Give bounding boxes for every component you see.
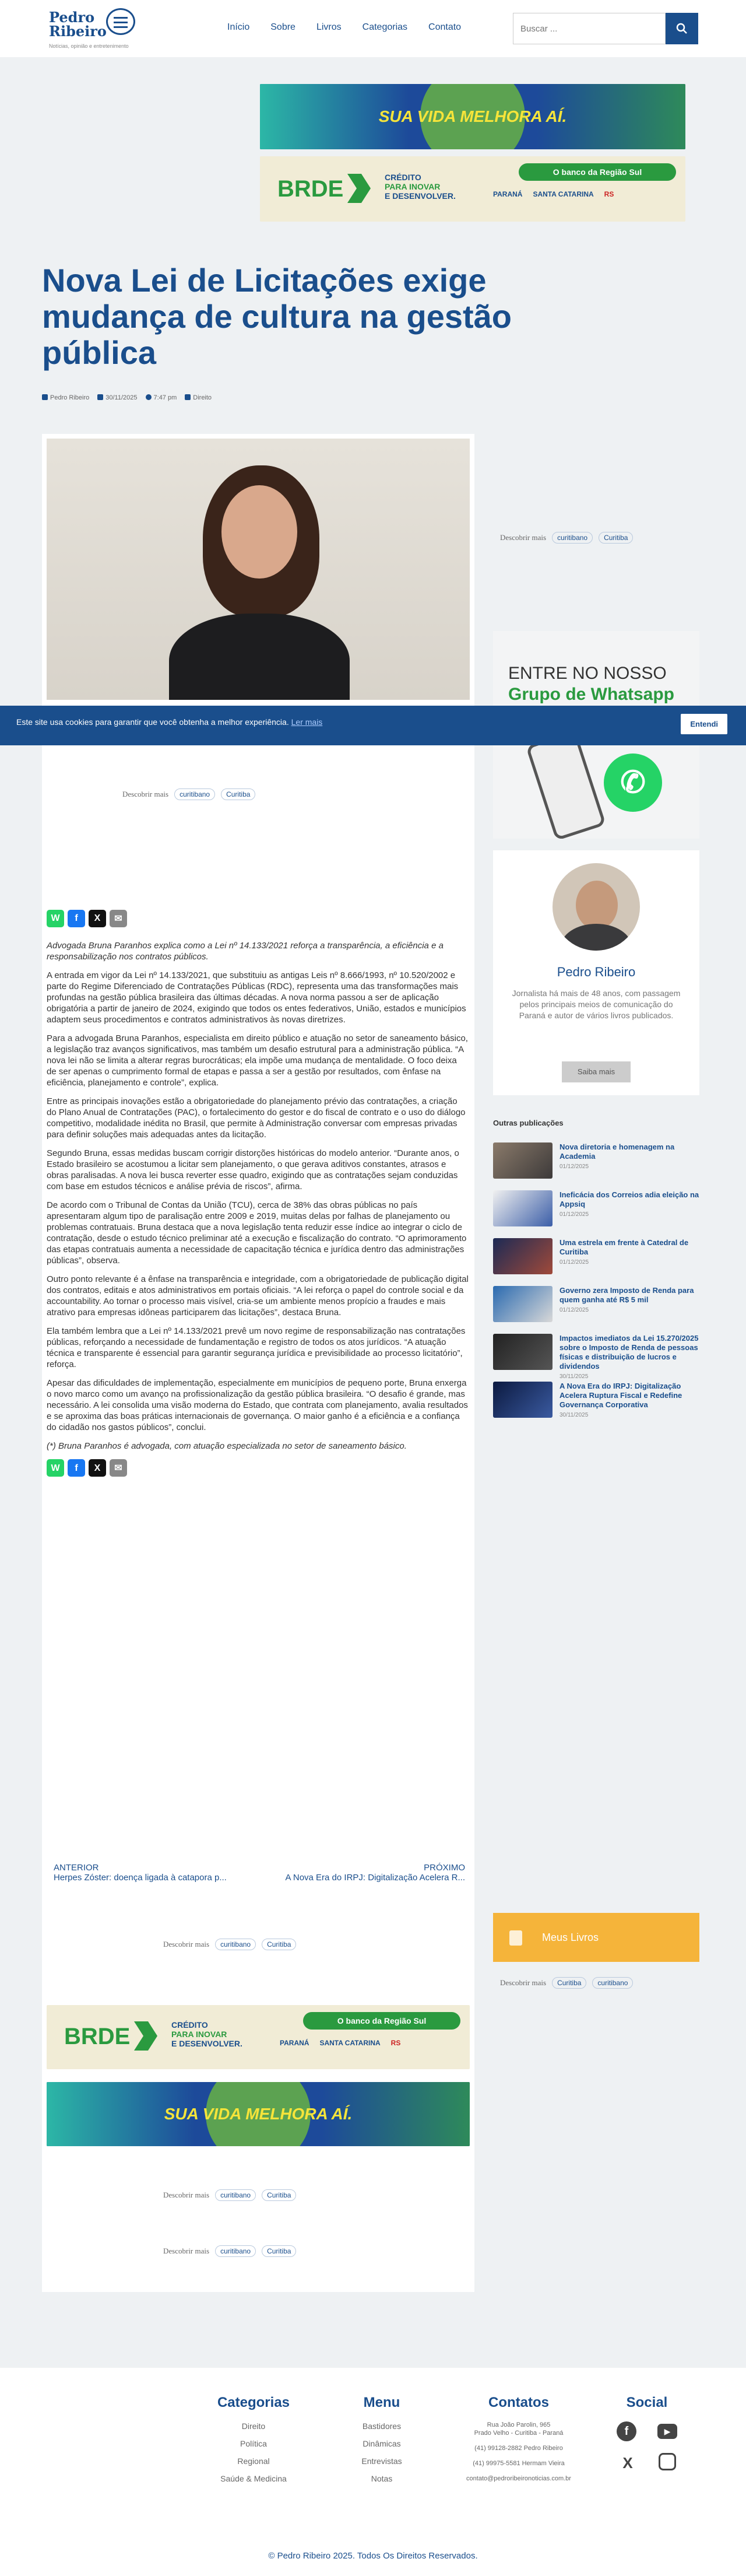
prev-post-link[interactable]: ANTERIOR Herpes Zóster: doença ligada à catapora p... <box>54 1863 227 1883</box>
main-nav <box>227 22 461 33</box>
email-share-icon[interactable]: ✉ <box>110 910 127 927</box>
other-post-item[interactable]: A Nova Era do IRPJ: Digitalização Acelera Ruptura Fiscal e Redefine Governança Corporativa 30/11/2025 <box>493 1382 699 1418</box>
footer-contatos: Contatos Rua João Parolin, 965 Prado Velho - Curitiba - Paraná (41) 99128-2882 Pedro Ribeiro (41) 99975-5581 Hermam Vieira contato@pedroribeironoticias.com.br <box>449 2395 589 2490</box>
whatsapp-share-icon[interactable]: W <box>47 1459 64 1477</box>
post-thumbnail <box>493 1190 553 1226</box>
nav-contato[interactable]: Contato <box>428 22 462 32</box>
calendar-icon <box>97 394 103 400</box>
facebook-icon[interactable]: f <box>617 2421 636 2441</box>
paragraph: Ela também lembra que a Lei nº 14.133/2021 prevê um novo regime de responsabilização nas contratações públicas, reforçando a necessidade de fundamentação e registro de todos os atos jurídicos. “A atuação técnica e transparente é essencial para garantir segurança jurídica e previsibilidade ao processo licitatório”, reforça. <box>47 1326 466 1369</box>
tag-curitibano[interactable]: curitibano <box>552 532 593 544</box>
author-more-button[interactable]: Saiba mais <box>562 1061 631 1082</box>
footer-link[interactable]: Dinâmicas <box>363 2439 401 2448</box>
paragraph: Apesar das dificuldades de implementação, especialmente em municípios de pequeno porte, Bruna enxerga o novo marco como um avanço na profissionalização da gestão pública brasileira. “O desafio é grande, mas necessário. A lei consolida uma visão moderna do Estado, que contrata com planejamento, avalia resultados e se aproxima das boas práticas internacionais de governança. O maior ganho é a eficiência e a confiança do cidadão nos gastos públicos”, conclui. <box>47 1378 468 1432</box>
tag-curitibano[interactable]: curitibano <box>215 2245 256 2257</box>
other-post-item[interactable]: Uma estrela em frente à Catedral de Curitiba 01/12/2025 <box>493 1238 699 1274</box>
discover-more-2: Descobrir mais curitibano Curitiba <box>163 1939 296 1950</box>
post-thumbnail <box>493 1238 553 1274</box>
footer-link[interactable]: Direito <box>241 2421 266 2431</box>
site-footer <box>0 2368 746 2576</box>
category-meta[interactable]: Direito <box>185 394 212 401</box>
other-post-item[interactable]: Ineficácia dos Correios adia eleição na Appsiq 01/12/2025 <box>493 1190 699 1226</box>
paragraph: Segundo Bruna, essas medidas buscam corrigir distorções históricas do modelo anterior. “Durante anos, o Estado brasileiro se acostumou a licitar sem planejamento, o que gerava aditivos constantes, atrasos e obras paralisadas. A nova lei busca reverter esse quadro, exigindo que as contratações sejam conduzidas com base em estudos técnicos e análise prévia de riscos”, afirma. <box>47 1148 459 1191</box>
other-post-item[interactable]: Impactos imediatos da Lei 15.270/2025 sobre o Imposto de Renda de pessoas físicas e distribuição de lucros e dividendos 30/11/2025 <box>493 1334 699 1370</box>
search-input[interactable] <box>513 13 666 44</box>
footer-link[interactable]: Entrevistas <box>361 2456 402 2466</box>
youtube-icon[interactable]: ▶ <box>657 2424 677 2439</box>
search-icon <box>676 23 688 34</box>
cookie-banner: Este site usa cookies para garantir que você obtenha a melhor experiência. Ler mais Entendi <box>0 706 746 745</box>
tag-curitiba[interactable]: Curitiba <box>221 788 255 800</box>
paragraph: A entrada em vigor da Lei nº 14.133/2021, que substituiu as antigas Leis nº 8.666/1993, nº 10.520/2002 e parte do Regime Diferenciado de Contratações Públicas (RDC), representa uma das transformações mais profundas na gestão pública brasileira das últimas décadas. A nova norma passou a ser de aplicação obrigatória a partir de janeiro de 2024, exigindo que todos os entes federativos, União, estados e municípios adaptem seus procedimentos e contratos administrativos às novas diretrizes. <box>47 970 466 1025</box>
post-thumbnail <box>493 1142 553 1179</box>
other-post-item[interactable]: Nova diretoria e homenagem na Academia 01/12/2025 <box>493 1142 699 1179</box>
tag-curitiba[interactable]: Curitiba <box>552 1977 586 1989</box>
share-buttons-top <box>47 910 127 927</box>
tag-icon <box>185 394 191 400</box>
site-header <box>0 0 746 57</box>
date-meta: 30/11/2025 <box>97 394 137 401</box>
clock-icon <box>146 394 152 400</box>
article-meta <box>42 394 212 401</box>
x-share-icon[interactable]: X <box>89 1459 106 1477</box>
facebook-share-icon[interactable]: f <box>68 1459 85 1477</box>
tag-curitiba[interactable]: Curitiba <box>262 2189 296 2201</box>
paragraph: Entre as principais inovações estão a obrigatoriedade do planejamento prévio das contratações, a criação do Plano Anual de Contratações (PAC), o fortalecimento do gestor e do fiscal de contrato e o uso do diálogo competitivo, modalidade inédita no Brasil, que permite à Administração conversar com empresas privadas para definir soluções mais adequadas antes da licitação. <box>47 1096 466 1140</box>
brde-arrow-icon <box>134 2021 157 2051</box>
post-thumbnail <box>493 1334 553 1370</box>
cookie-accept-button[interactable]: Entendi <box>681 714 727 734</box>
post-thumbnail <box>493 1286 553 1322</box>
whatsapp-group-banner[interactable]: ENTRE NO NOSSO Grupo de Whatsapp ✆ <box>493 631 699 839</box>
search-button[interactable] <box>666 13 698 44</box>
x-icon[interactable]: X <box>622 2454 633 2472</box>
tag-curitibano[interactable]: curitibano <box>215 2189 256 2201</box>
tag-curitibano[interactable]: curitibano <box>215 1939 256 1950</box>
footer-menu: Menu Bastidores Dinâmicas Entrevistas Notas <box>344 2395 420 2491</box>
footer-link[interactable]: Política <box>240 2439 267 2448</box>
discover-more-3: Descobrir mais curitibano Curitiba <box>163 2189 296 2201</box>
tag-curitiba[interactable]: Curitiba <box>262 1939 296 1950</box>
copyright: © Pedro Ribeiro 2025. Todos Os Direitos Reservados. <box>268 2551 478 2561</box>
ad-brde-top[interactable]: BRDE CRÉDITO PARA INOVAR E DESENVOLVER. O banco da Região Sul PARANÁ SANTA CATARINA RS <box>260 156 685 222</box>
brde-arrow-icon <box>347 174 371 203</box>
email-share-icon[interactable]: ✉ <box>110 1459 127 1477</box>
discover-more-1: Descobrir mais curitibano Curitiba <box>122 788 255 800</box>
footer-link[interactable]: Regional <box>237 2456 270 2466</box>
post-navigation <box>54 1863 465 1883</box>
contact-email-link[interactable]: contato@pedroribeironoticias.com.br <box>466 2475 571 2482</box>
x-share-icon[interactable]: X <box>89 910 106 927</box>
article-body <box>47 940 469 1477</box>
article-title: Nova Lei de Licitações exige mudança de cultura na gestão pública <box>42 262 512 371</box>
author-meta[interactable]: Pedro Ribeiro <box>42 394 89 401</box>
nav-categorias[interactable]: Categorias <box>362 22 408 32</box>
footer-link[interactable]: Notas <box>371 2474 393 2483</box>
discover-more-4: Descobrir mais curitibano Curitiba <box>163 2245 296 2257</box>
photo-caption: Advogada Bruna Paranhos explica como a Lei nº 14.133/2021 reforça a transparência, a eficiência e a responsabilização nos contratos públicos. <box>47 941 444 962</box>
footer-categorias: Categorias Direito Política Regional Saúde & Medicina <box>210 2395 297 2491</box>
tag-curitibano[interactable]: curitibano <box>174 788 215 800</box>
site-logo[interactable]: Pedro Ribeiro Notícias, opinião e entretenimento <box>49 8 142 50</box>
tag-curitiba[interactable]: Curitiba <box>262 2245 296 2257</box>
author-box: Pedro Ribeiro Jornalista há mais de 48 anos, com passagem pelos principais meios de comunicação do Paraná e autor de vários livros publicados. Saiba mais <box>493 850 699 1095</box>
other-posts: Outras publicações Nova diretoria e homenagem na Academia 01/12/2025 Ineficácia dos Correios adia eleição na Appsiq 01/12/2025 Uma estrela em frente à Catedral de Curitiba 01/12/2025 Governo zera Imposto de Renda para quem ganha até R$ 5 mil 01/12/2025 Impactos imediatos da Lei 15.270/2025 sobre o Imposto de Renda de pessoas físicas e distribuição de lucros e dividendos 30/11/2025 A Nova Era do IRPJ: Digitalização Acelera Ruptura Fiscal e Redefine Governança Corporativa 30/11/2025 <box>493 1119 699 1418</box>
sidebar-discover-1: Descobrir mais curitibano Curitiba <box>500 532 633 544</box>
tag-curitiba[interactable]: Curitiba <box>599 532 633 544</box>
next-post-link[interactable]: PRÓXIMO A Nova Era do IRPJ: Digitalização Acelera R... <box>285 1863 465 1883</box>
sidebar-discover-2: Descobrir mais Curitiba curitibano <box>500 1977 633 1989</box>
author-avatar <box>553 863 640 951</box>
chat-bubble-icon <box>106 8 135 35</box>
footnote: (*) Bruna Paranhos é advogada, com atuação especializada no setor de saneamento básico. <box>47 1441 407 1451</box>
cookie-read-more-link[interactable]: Ler mais <box>291 717 323 727</box>
facebook-share-icon[interactable]: f <box>68 910 85 927</box>
user-icon <box>42 394 48 400</box>
other-post-item[interactable]: Governo zera Imposto de Renda para quem ganha até R$ 5 mil 01/12/2025 <box>493 1286 699 1322</box>
post-thumbnail <box>493 1382 553 1418</box>
instagram-icon[interactable] <box>659 2453 676 2470</box>
footer-link[interactable]: Saúde & Medicina <box>220 2474 287 2483</box>
share-buttons-bottom <box>47 1459 469 1477</box>
meus-livros-widget[interactable]: Meus Livros <box>493 1913 699 1962</box>
ad-brde-bottom[interactable]: BRDE CRÉDITO PARA INOVAR E DESENVOLVER. O banco da Região Sul PARANÁ SANTA CATARINA RS <box>47 2005 470 2069</box>
nav-inicio[interactable]: Início <box>227 22 250 32</box>
paragraph: Para a advogada Bruna Paranhos, especialista em direito público e atuação no setor de saneamento básico, a legislação traz avanços significativos, mas também um desafio estrutural para a administração pública. “A nova lei não se limita a alterar regras burocráticas; ela impõe uma mudança de mentalidade. O foco deixa de ser apenas o cumprimento formal de etapas e passa a ser a gestão por resultados, com ênfase na eficiência, planejamento e controle”, explica. <box>47 1033 468 1088</box>
footer-social: Social f ▶ X <box>606 2395 688 2481</box>
whatsapp-share-icon[interactable]: W <box>47 910 64 927</box>
paragraph: Outro ponto relevante é a ênfase na transparência e integridade, com a obrigatoriedade de publicação digital dos contratos, editais e atos administrativos em portais oficiais. “A lei reforça o papel do controle social e da accountability. Ao tornar o processo mais visível, cria-se um ambiente menos propício a fraudes e mais atrativo para empresas idôneas participarem das licitações”, destaca Bruna. <box>47 1274 469 1317</box>
time-meta: 7:47 pm <box>146 394 177 401</box>
article-photo <box>47 439 470 700</box>
book-icon <box>509 1930 522 1946</box>
whatsapp-icon: ✆ <box>604 753 662 812</box>
tag-curitibano[interactable]: curitibano <box>592 1977 633 1989</box>
paragraph: De acordo com o Tribunal de Contas da União (TCU), cerca de 38% das obras públicas no país apresentaram algum tipo de paralisação entre 2009 e 2019, muitas delas por falhas de planejamento ou problemas contratuais. Bruna destaca que a nova legislação tenta reduzir esse índice ao integrar o ciclo de contratação, desde o estudo técnico preliminar até a execução e fiscalização do contrato. “O aprimoramento das etapas contratuais aumenta a necessidade de capacitação técnica e jurídica dentro das administrações públicas”, observa. <box>47 1200 467 1266</box>
nav-livros[interactable]: Livros <box>316 22 342 32</box>
nav-sobre[interactable]: Sobre <box>270 22 295 32</box>
footer-link[interactable]: Bastidores <box>362 2421 402 2431</box>
ad-sua-vida-top[interactable]: SUA VIDA MELHORA AÍ. <box>260 84 685 149</box>
ad-sua-vida-bottom[interactable]: SUA VIDA MELHORA AÍ. <box>47 2082 470 2146</box>
